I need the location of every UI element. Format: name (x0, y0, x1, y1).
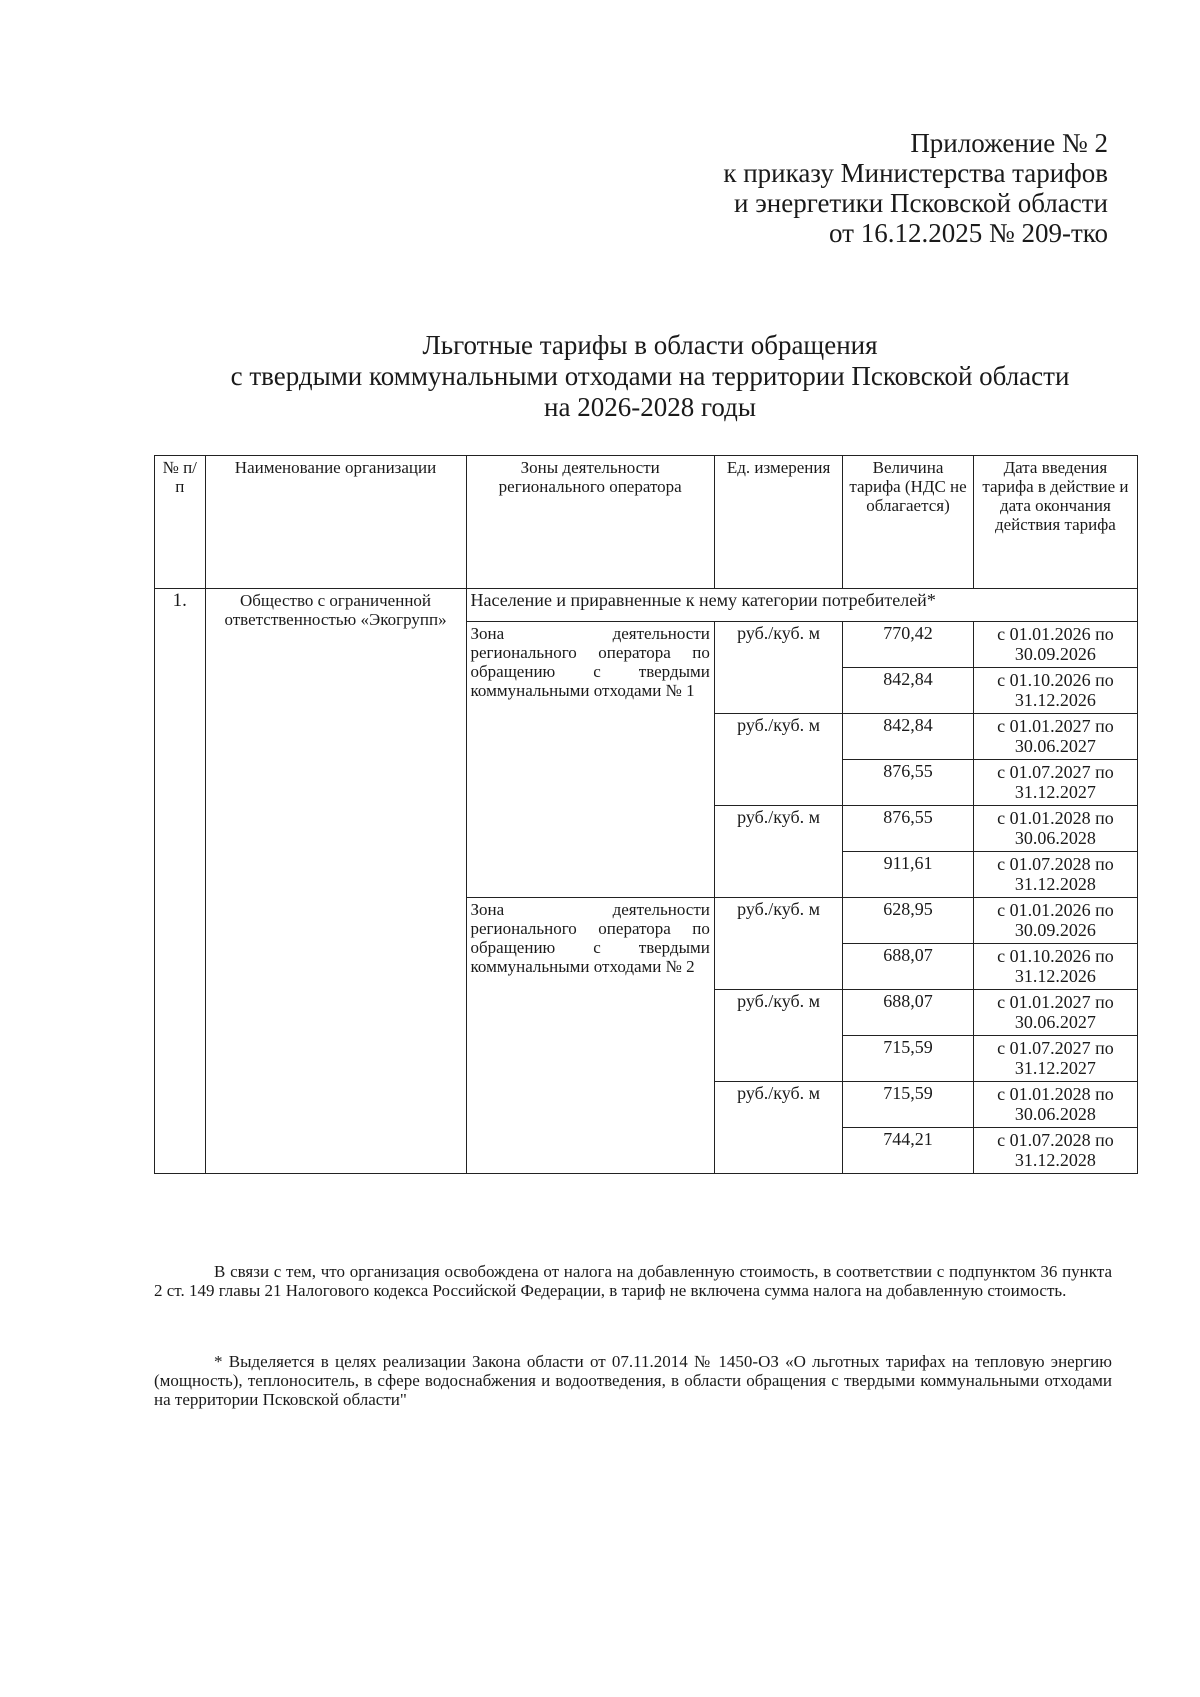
header-zone: Зоны деятельности регионального оператора (466, 456, 714, 589)
appendix-ministry: и энергетики Псковской области (734, 188, 1108, 218)
tariff-value: 876,55 (843, 760, 974, 806)
appendix-order-date: от 16.12.2025 № 209-тко (829, 218, 1108, 248)
tariff-period: с 01.10.2026 по 31.12.2026 (973, 944, 1137, 990)
unit-cell: руб./куб. м (714, 622, 842, 714)
zone-name: Зона деятельности регионального оператора по обращению с твердыми коммунальными отходами № 2 (466, 898, 714, 1174)
unit-cell: руб./куб. м (714, 898, 842, 990)
table-header-row (155, 456, 1138, 589)
tariff-period: с 01.07.2027 по 31.12.2027 (973, 760, 1137, 806)
tariff-period: с 01.01.2027 по 30.06.2027 (973, 990, 1137, 1036)
tariff-value: 876,55 (843, 806, 974, 852)
zone-name: Зона деятельности регионального оператора по обращению с твердыми коммунальными отходами № 1 (466, 622, 714, 898)
law-footnote: * Выделяется в целях реализации Закона области от 07.11.2014 № 1450-ОЗ «О льготных тарифах на тепловую энергию (мощность), теплоноситель, в сфере водоснабжения и водоотведения, в области обращения с твердыми коммунальными отходами на территории Псковской области" (154, 1352, 1112, 1409)
document-title (150, 330, 1150, 423)
tariff-value: 770,42 (843, 622, 974, 668)
tariff-period: с 01.07.2028 по 31.12.2028 (973, 852, 1137, 898)
header-date: Дата введения тарифа в действие и дата окончания действия тарифа (973, 456, 1137, 589)
tariff-period: с 01.07.2028 по 31.12.2028 (973, 1128, 1137, 1174)
appendix-header (723, 128, 1108, 248)
header-unit: Ед. измерения (714, 456, 842, 589)
tariff-value: 842,84 (843, 668, 974, 714)
organization-name: Общество с ограниченной ответственностью «Экогрупп» (205, 589, 466, 1174)
tariff-value: 688,07 (843, 990, 974, 1036)
title-line-2: с твердыми коммунальными отходами на территории Псковской области (230, 361, 1070, 391)
row-number: 1. (155, 589, 206, 1174)
header-organization: Наименование организации (205, 456, 466, 589)
tariff-value: 842,84 (843, 714, 974, 760)
tariff-period: с 01.01.2026 по 30.09.2026 (973, 622, 1137, 668)
tariff-value: 715,59 (843, 1036, 974, 1082)
title-line-3: на 2026-2028 годы (544, 392, 756, 422)
title-line-1: Льготные тарифы в области обращения (422, 330, 878, 360)
tariff-value: 688,07 (843, 944, 974, 990)
tariff-period: с 01.01.2028 по 30.06.2028 (973, 806, 1137, 852)
unit-cell: руб./куб. м (714, 1082, 842, 1174)
unit-cell: руб./куб. м (714, 806, 842, 898)
header-value: Величина тарифа (НДС не облагается) (843, 456, 974, 589)
appendix-order-ref: к приказу Министерства тарифов (723, 158, 1108, 188)
tariff-table (154, 455, 1138, 1174)
tariff-period: с 01.01.2028 по 30.06.2028 (973, 1082, 1137, 1128)
vat-note: В связи с тем, что организация освобождена от налога на добавленную стоимость, в соответствии с подпунктом 36 пункта 2 ст. 149 главы 21 Налогового кодекса Российской Федерации, в тариф не включена сумма налога на добавленную стоимость. (154, 1262, 1112, 1300)
tariff-value: 744,21 (843, 1128, 974, 1174)
tariff-value: 715,59 (843, 1082, 974, 1128)
tariff-value: 628,95 (843, 898, 974, 944)
table-row (155, 589, 1138, 622)
consumer-category: Население и приравненные к нему категории потребителей* (466, 589, 1137, 622)
tariff-value: 911,61 (843, 852, 974, 898)
header-num: № п/п (155, 456, 206, 589)
unit-cell: руб./куб. м (714, 714, 842, 806)
tariff-period: с 01.10.2026 по 31.12.2026 (973, 668, 1137, 714)
unit-cell: руб./куб. м (714, 990, 842, 1082)
tariff-period: с 01.01.2026 по 30.09.2026 (973, 898, 1137, 944)
tariff-period: с 01.07.2027 по 31.12.2027 (973, 1036, 1137, 1082)
tariff-period: с 01.01.2027 по 30.06.2027 (973, 714, 1137, 760)
appendix-number: Приложение № 2 (910, 128, 1108, 158)
